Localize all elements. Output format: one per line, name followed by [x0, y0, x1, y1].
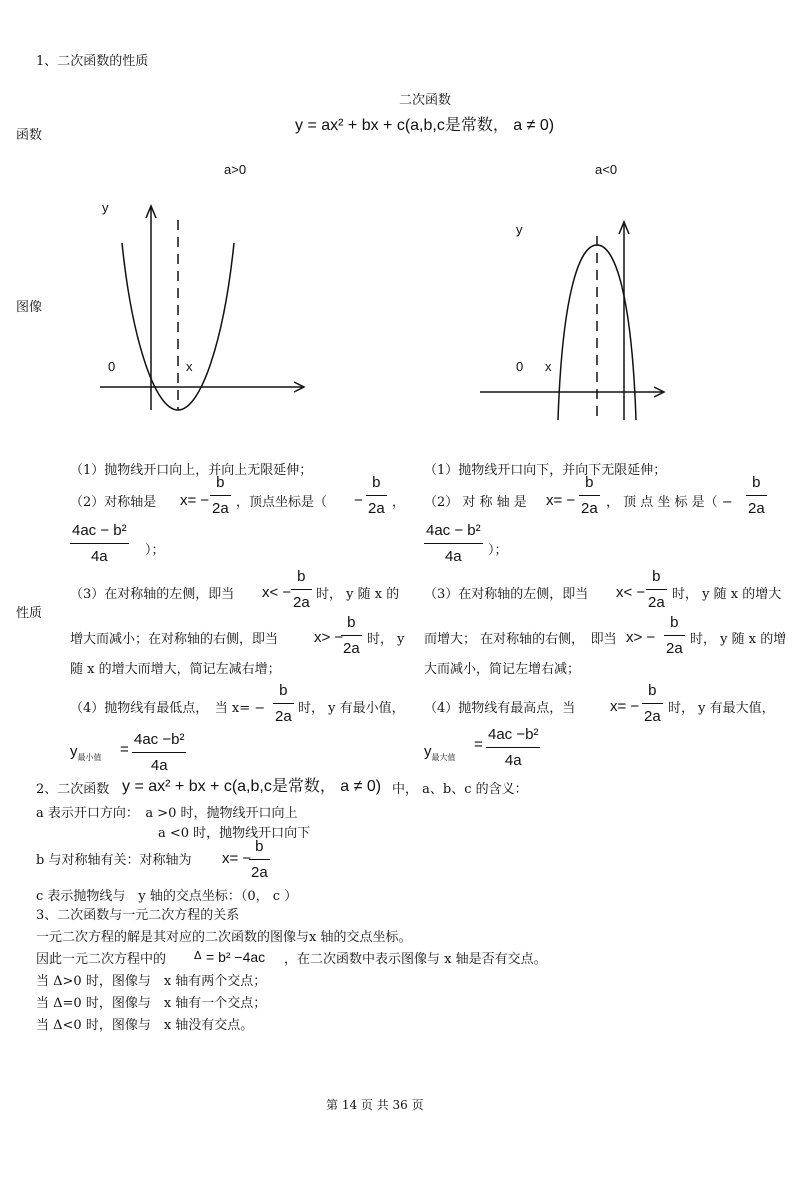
- left-p3-fraction: b 2a: [293, 568, 310, 611]
- quadratic-formula: y = ax² + bx + c(a,b,c是常数， a ≠ 0): [295, 117, 555, 134]
- section-2-title: 2、二次函数: [36, 782, 110, 797]
- section-1-title: 1、二次函数的性质: [36, 54, 149, 69]
- left-property-1: （1）抛物线开口向上，并向上无限延伸；: [70, 463, 313, 478]
- right-vertex-label: ， 顶 点 坐 标 是（ −: [606, 495, 733, 510]
- page-footer: 第 14 页 共 36 页: [326, 1098, 424, 1112]
- section-3-line-3: 当 Δ>0 时，图像与 x 轴有两个交点；: [36, 974, 267, 989]
- right-p3-fraction-2: b 2a: [666, 614, 683, 657]
- right-ymax-eq: =: [474, 736, 483, 753]
- c-meaning-line: c 表示抛物线与 y 轴的交点坐标：（0， c ）: [36, 889, 298, 904]
- left-vertex-close: ）；: [145, 543, 165, 558]
- row-label-graph: 图像: [16, 300, 43, 315]
- left-vertex-y-fraction: 4ac − b² 4a: [72, 522, 127, 565]
- right-p4-x: x= −: [610, 698, 640, 715]
- graph-neg-x-label: x: [545, 359, 552, 374]
- row-label-function: 函数: [16, 128, 43, 143]
- delta-icon: Δ: [194, 949, 202, 962]
- graph-neg-origin-label: 0: [516, 359, 524, 374]
- denominator: 2a: [212, 500, 229, 517]
- left-property-3-label: （3）在对称轴的左侧，即当: [70, 587, 235, 602]
- right-p3-x2: x> −: [626, 629, 656, 646]
- right-p3-text: 时， y 随 x 的增大: [672, 587, 782, 602]
- downward-parabola-graph: [0, 0, 800, 450]
- right-ymax-fraction: 4ac −b² 4a: [488, 726, 539, 769]
- a-meaning-line-2: a <0 时，抛物线开口向下: [158, 826, 311, 841]
- right-axis-x: x= −: [546, 492, 576, 509]
- section-2-title-tail: 中， a、b、c 的含义：: [392, 782, 528, 797]
- graph-neg-y-label: y: [516, 222, 523, 237]
- left-ymin-fraction: 4ac −b² 4a: [134, 731, 185, 774]
- left-vertex-x-fraction: b 2a: [368, 474, 385, 517]
- b-axis-x: x= −: [222, 850, 252, 867]
- left-p3-text: 时， y 随 x 的: [316, 587, 400, 602]
- graph-pos-x-label: x: [186, 359, 193, 374]
- b-meaning-line: b 与对称轴有关：对称轴为: [36, 853, 192, 868]
- section-2-formula: y = ax² + bx + c(a,b,c是常数， a ≠ 0): [122, 778, 382, 795]
- section-3-line-4: 当 Δ=0 时，图像与 x 轴有一个交点；: [36, 996, 267, 1011]
- right-property-3-label: （3）在对称轴的左侧，即当: [424, 587, 589, 602]
- section-3-title: 3、二次函数与一元二次方程的关系: [36, 908, 240, 923]
- discriminant-formula: = b² −4ac: [206, 949, 266, 965]
- left-p3-text-4: 随 x 的增大而增大，简记左减右增；: [70, 662, 281, 677]
- right-property-1: （1）抛物线开口向下，并向下无限延伸；: [424, 463, 667, 478]
- numerator: b: [216, 474, 225, 491]
- section-3-line-5: 当 Δ<0 时，图像与 x 轴没有交点。: [36, 1018, 254, 1033]
- right-p4-fraction: b 2a: [644, 682, 661, 725]
- left-ymin: $y_{最小值}$: [70, 743, 102, 762]
- left-p3-fraction-2: b 2a: [343, 614, 360, 657]
- left-vertex-label: ，顶点坐标是（: [236, 495, 328, 510]
- right-p3-text-2: 而增大； 在对称轴的右侧， 即当: [424, 632, 617, 647]
- right-ymax: $y_{最大值}$: [424, 743, 456, 762]
- left-axis-fraction: [210, 474, 231, 518]
- table-title: 二次函数: [399, 93, 452, 108]
- right-p3-x: x< −: [616, 584, 646, 601]
- right-vertex-x-fraction: b 2a: [748, 474, 765, 517]
- left-vertex-comma: ，: [392, 495, 406, 510]
- section-3-line-2-tail: ，在二次函数中表示图像与 x 轴是否有交点。: [284, 952, 547, 967]
- b-axis-fraction: b 2a: [251, 838, 268, 881]
- left-p4-text: 时， y 有最小值，: [298, 701, 405, 716]
- graph-pos-y-label: y: [102, 200, 109, 215]
- right-property-4: （4）抛物线有最高点，当: [424, 701, 576, 716]
- left-property-4: （4）抛物线有最低点， 当 x= −: [70, 701, 266, 716]
- left-p3-x2: x> −: [314, 629, 344, 646]
- left-p3-x: x< −: [262, 584, 292, 601]
- right-p3-fraction: b 2a: [648, 568, 665, 611]
- left-p4-fraction: b 2a: [275, 682, 292, 725]
- right-vertex-close: ）；: [488, 543, 508, 558]
- left-ymin-eq: =: [120, 741, 129, 758]
- left-vertex-minus: −: [354, 492, 363, 509]
- graph-pos-origin-label: 0: [108, 359, 116, 374]
- left-axis-x: x= −: [180, 492, 210, 509]
- column-header-a-negative: a<0: [595, 162, 618, 177]
- right-property-2-label: （2） 对 称 轴 是: [424, 495, 527, 510]
- left-p3-text-3: 时， y: [367, 632, 405, 647]
- right-p3-text-3: 时， y 随 x 的增: [690, 632, 787, 647]
- left-p3-text-2: 增大而减小；在对称轴的右侧，即当: [70, 632, 279, 647]
- a-meaning-line-1: a 表示开口方向： a >0 时，抛物线开口向上: [36, 806, 298, 821]
- column-header-a-positive: a>0: [224, 162, 247, 177]
- right-vertex-y-fraction: 4ac − b² 4a: [426, 522, 481, 565]
- right-p3-text-4: 大而减小，简记左增右减；: [424, 662, 581, 677]
- right-axis-fraction: b 2a: [581, 474, 598, 517]
- section-3-line-1: 一元二次方程的解是其对应的二次函数的图像与x 轴的交点坐标。: [36, 930, 412, 945]
- right-p4-text: 时， y 有最大值，: [668, 701, 775, 716]
- row-label-property: 性质: [16, 606, 43, 621]
- section-3-line-2: 因此一元二次方程中的: [36, 952, 167, 967]
- left-property-2-label: （2）对称轴是: [70, 495, 157, 510]
